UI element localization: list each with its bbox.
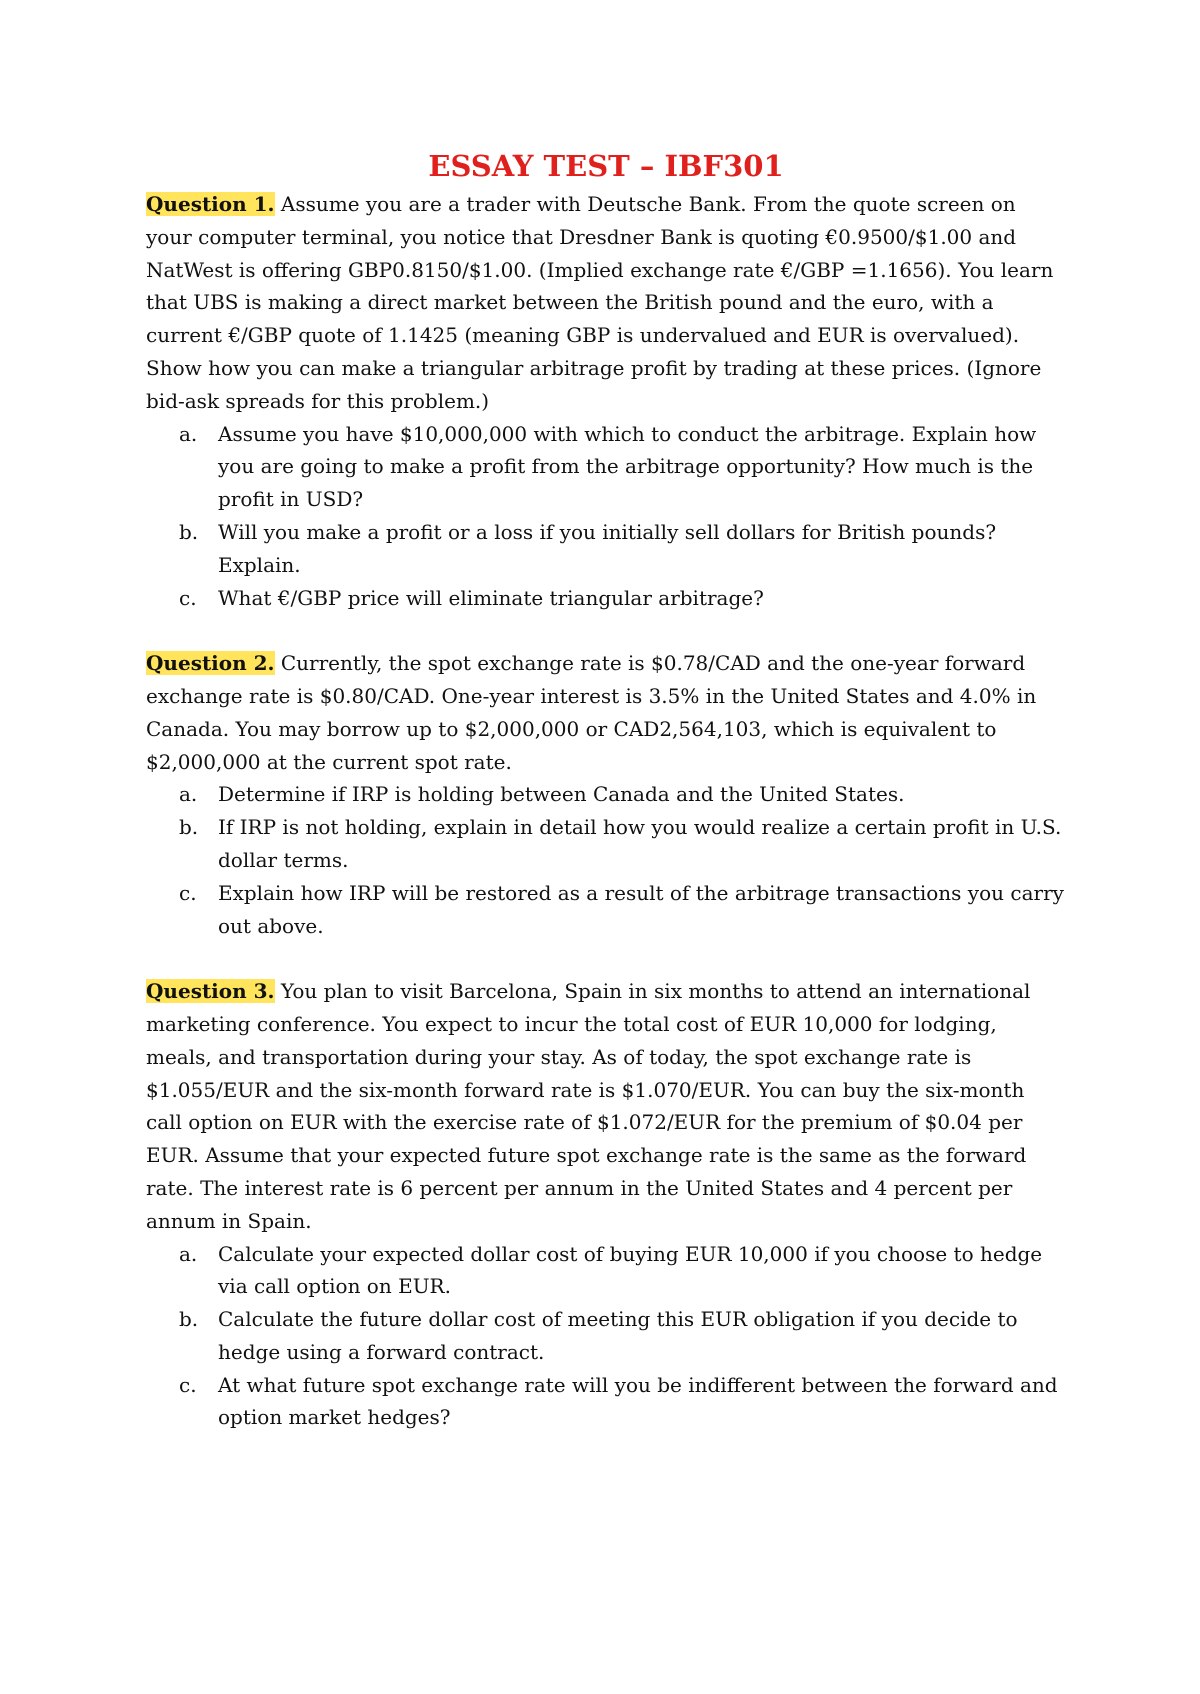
part-text: At what future spot exchange rate will you be indifferent between the forward and option market hedges? [218, 1372, 1058, 1430]
question-2-part-c [146, 877, 1066, 943]
part-text: Calculate your expected dollar cost of buying EUR 10,000 if you choose to hedge via call option on EUR. [218, 1241, 1043, 1299]
question-1-body: Assume you are a trader with Deutsche Bank. From the quote screen on your computer terminal, you notice that Dresdner Bank is quoting €0.9500/$1.00 and NatWest is offering GBP0.8150/$1.00. (Implied exchange rate €/GBP =1.1656). You learn that UBS is making a direct market between the British pound and the euro, with a current €/GBP quote of 1.1425 (meaning GBP is undervalued and EUR is overvalued). Show how you can make a triangular arbitrage profit by trading at these prices. (Ignore bid-ask spreads for this problem.) [146, 192, 1054, 413]
page-title: ESSAY TEST – IBF301 [428, 149, 784, 183]
question-1 [146, 188, 1066, 614]
part-letter: c. [179, 585, 197, 610]
part-text: If IRP is not holding, explain in detail how you would realize a certain profit in U.S. dollar terms. [218, 815, 1062, 872]
part-letter: b. [179, 519, 199, 544]
question-3-part-a [146, 1238, 1066, 1304]
part-text: Determine if IRP is holding between Canada and the United States. [218, 782, 905, 807]
question-1-part-c [146, 582, 1066, 615]
part-letter: a. [179, 1241, 198, 1266]
part-text: Assume you have $10,000,000 with which to conduct the arbitrage. Explain how you are going to make a profit from the arbitrage opportunity? How much is the profit in USD? [218, 421, 1037, 512]
spacer [146, 942, 1066, 975]
spacer [146, 614, 1066, 647]
document-body [146, 146, 1066, 1434]
part-letter: a. [179, 782, 198, 807]
question-3-text [146, 975, 1066, 1237]
question-2-part-a [146, 778, 1066, 811]
question-1-part-a [146, 418, 1066, 516]
question-3 [146, 975, 1066, 1434]
question-2-text [146, 647, 1066, 778]
question-2-body: Currently, the spot exchange rate is $0.78/CAD and the one-year forward exchange rate is $0.80/CAD. One-year interest is 3.5% in the United States and 4.0% in Canada. You may borrow up to $2,000,000 or CAD2,564,103, which is equivalent to $2,000,000 at the current spot rate. [146, 651, 1037, 774]
part-letter: a. [179, 421, 198, 446]
part-text: What €/GBP price will eliminate triangular arbitrage? [218, 585, 764, 610]
part-text: Calculate the future dollar cost of meeting this EUR obligation if you decide to hedge using a forward contract. [218, 1307, 1018, 1364]
question-1-label: Question 1. [146, 192, 275, 216]
question-3-parts [146, 1238, 1066, 1435]
question-1-part-b [146, 516, 1066, 582]
question-2 [146, 647, 1066, 942]
question-1-text [146, 188, 1066, 418]
part-letter: c. [179, 1372, 197, 1397]
question-3-label: Question 3. [146, 979, 275, 1004]
question-3-part-c [146, 1369, 1066, 1435]
part-text: Will you make a profit or a loss if you initially sell dollars for British pounds? Explain. [218, 519, 997, 577]
question-3-body: You plan to visit Barcelona, Spain in six months to attend an international marketing conference. You expect to incur the total cost of EUR 10,000 for lodging, meals, and transportation during your stay. As of today, the spot exchange rate is $1.055/EUR and the six-month forward rate is $1.070/EUR. You can buy the six-month call option on EUR with the exercise rate of $1.072/EUR for the premium of $0.04 per EUR. Assume that your expected future spot exchange rate is the same as the forward rate. The interest rate is 6 percent per annum in the United States and 4 percent per annum in Spain. [146, 979, 1031, 1233]
question-1-parts [146, 418, 1066, 615]
question-2-parts [146, 778, 1066, 942]
part-letter: c. [179, 880, 197, 905]
part-letter: b. [179, 1307, 199, 1332]
question-3-part-b [146, 1303, 1066, 1369]
question-2-label: Question 2. [146, 651, 275, 676]
question-2-part-b [146, 811, 1066, 877]
part-text: Explain how IRP will be restored as a result of the arbitrage transactions you carry out above. [218, 880, 1064, 938]
part-letter: b. [179, 815, 199, 840]
